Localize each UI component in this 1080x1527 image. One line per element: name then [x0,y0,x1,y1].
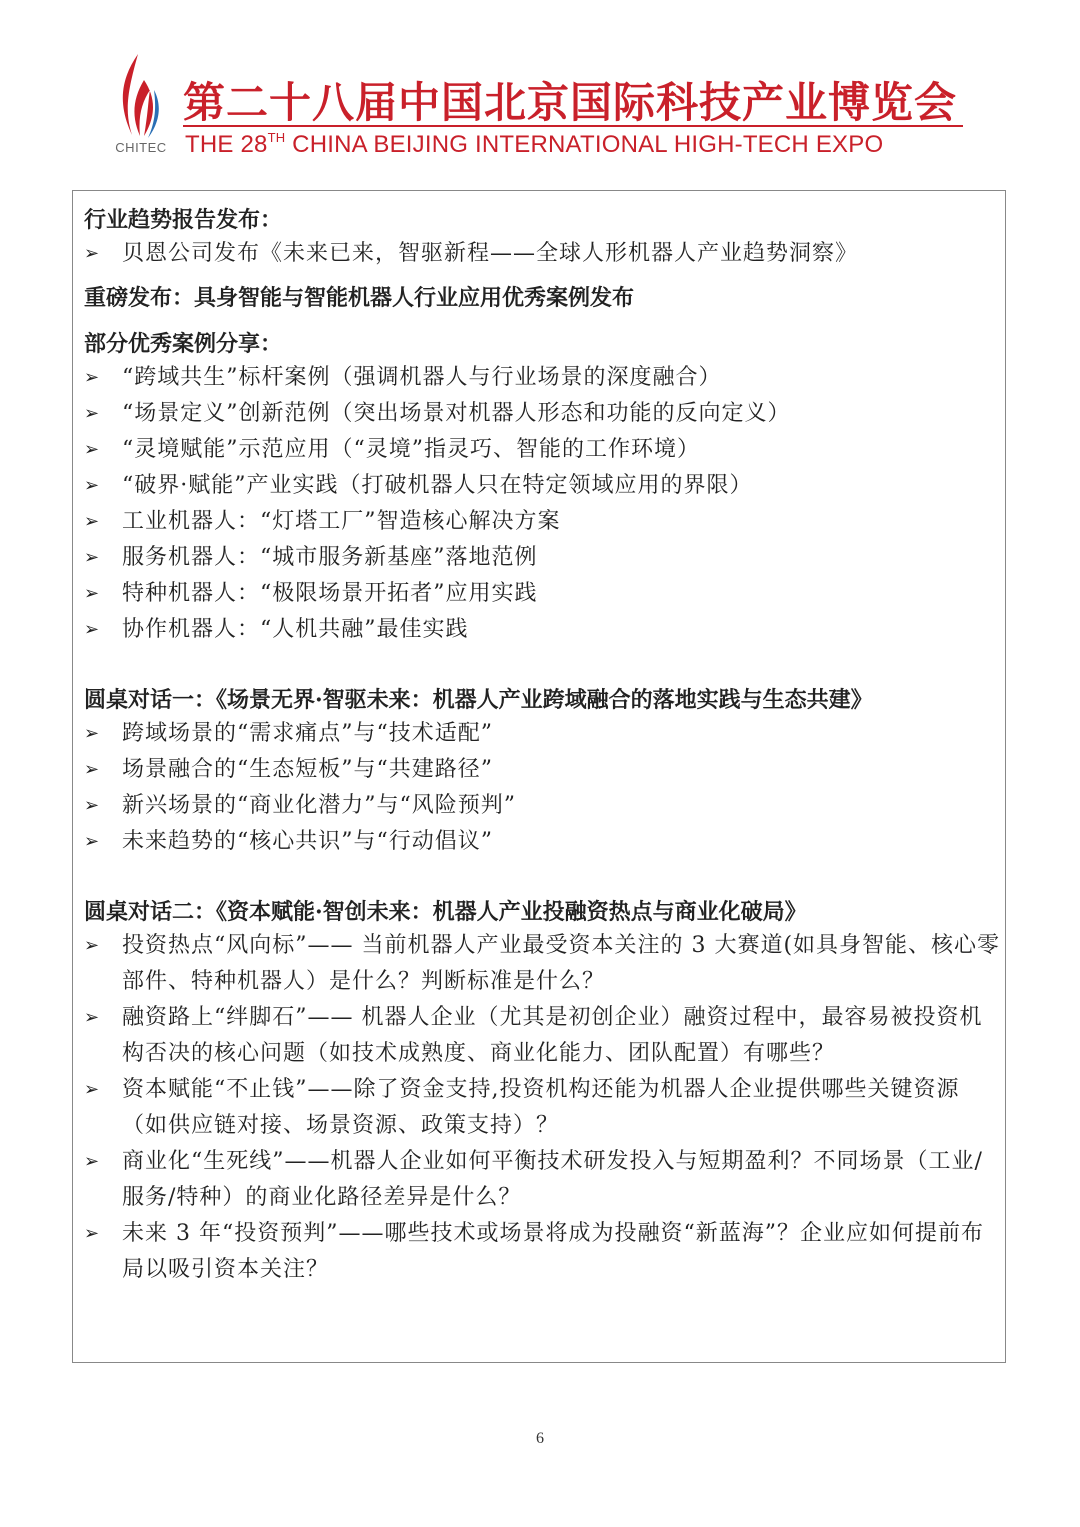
list-item: ➢ 新兴场景的“商业化潜力”与“风险预判” [84,788,1004,824]
list-item: ➢ “跨域共生”标杆案例（强调机器人与行业场景的深度融合） [84,360,1004,396]
arrow-bullet-icon: ➢ [84,1007,101,1028]
header-rule [183,125,963,127]
list-item: ➢ 商业化“生死线”——机器人企业如何平衡技术研发投入与短期盈利？不同场景（工业/服务/特种）的商业化路径差异是什么？ [84,1144,1004,1216]
logo-text: CHITEC [115,140,167,155]
title-en-part-a: THE 28 [185,131,268,158]
arrow-bullet-icon: ➢ [84,1223,101,1244]
roundtable1-heading: 圆桌对话一：《场景无界·智驱未来：机器人产业跨域融合的落地实践与生态共建》 [84,687,873,713]
title-en-superscript: TH [267,130,286,145]
arrow-bullet-icon: ➢ [84,403,101,424]
list-item: ➢ 未来 3 年“投资预判”——哪些技术或场景将成为投融资“新蓝海”？企业应如何提前布局以吸引资本关注？ [84,1216,1004,1288]
list-item: ➢ 融资路上“绊脚石”—— 机器人企业（尤其是初创企业）融资过程中，最容易被投资机构否决的核心问题（如技术成熟度、商业化能力、团队配置）有哪些？ [84,1000,1004,1072]
page-header [0,0,1080,170]
cases-heading: 部分优秀案例分享： [84,331,283,357]
list-item: ➢ 资本赋能“不止钱”——除了资金支持,投资机构还能为机器人企业提供哪些关键资源（如供应链对接、场景资源、政策支持）？ [84,1072,1004,1144]
list-item: ➢ “灵境赋能”示范应用（“灵境”指灵巧、智能的工作环境） [84,432,1004,468]
release-heading: 重磅发布：具身智能与智能机器人行业应用优秀案例发布 [84,285,635,311]
arrow-bullet-icon: ➢ [84,439,101,460]
arrow-bullet-icon: ➢ [84,583,101,604]
arrow-bullet-icon: ➢ [84,547,101,568]
agenda-content [84,204,1004,1288]
list-item: ➢ “场景定义”创新范例（突出场景对机器人形态和功能的反向定义） [84,396,1004,432]
arrow-bullet-icon: ➢ [84,367,101,388]
list-item: ➢ 工业机器人：“灯塔工厂”智造核心解决方案 [84,504,1004,540]
arrow-bullet-icon: ➢ [84,795,101,816]
list-item: ➢ 投资热点“风向标”—— 当前机器人产业最受资本关注的 3 大赛道(如具身智能、核心零部件、特种机器人）是什么？判断标准是什么？ [84,928,1004,1000]
arrow-bullet-icon: ➢ [84,1151,101,1172]
arrow-bullet-icon: ➢ [84,831,101,852]
title-en-part-b: CHINA BEIJING INTERNATIONAL HIGH-TECH EXPO [285,131,884,158]
page-number: 6 [536,1430,544,1447]
roundtable2-heading: 圆桌对话二：《资本赋能·智创未来：机器人产业投融资热点与商业化破局》 [84,899,807,925]
list-item: ➢ 服务机器人：“城市服务新基座”落地范例 [84,540,1004,576]
list-item: ➢ 未来趋势的“核心共识”与“行动倡议” [84,824,1004,860]
expo-title-en [185,130,883,159]
list-item: ➢ 场景融合的“生态短板”与“共建路径” [84,752,1004,788]
arrow-bullet-icon: ➢ [84,243,101,264]
expo-title-cn: 第二十八届中国北京国际科技产业博览会 [183,78,958,127]
report-heading: 行业趋势报告发布： [84,207,283,233]
arrow-bullet-icon: ➢ [84,475,101,496]
arrow-bullet-icon: ➢ [84,511,101,532]
list-item: ➢ 特种机器人：“极限场景开拓者”应用实践 [84,576,1004,612]
arrow-bullet-icon: ➢ [84,723,101,744]
list-item: ➢ 协作机器人：“人机共融”最佳实践 [84,612,1004,648]
arrow-bullet-icon: ➢ [84,1079,101,1100]
list-item: ➢ 跨域场景的“需求痛点”与“技术适配” [84,716,1004,752]
list-item: ➢ “破界·赋能”产业实践（打破机器人只在特定领域应用的界限） [84,468,1004,504]
arrow-bullet-icon: ➢ [84,935,101,956]
list-item: ➢ 贝恩公司发布《未来已来，智驱新程——全球人形机器人产业趋势洞察》 [84,236,1004,272]
arrow-bullet-icon: ➢ [84,759,101,780]
arrow-bullet-icon: ➢ [84,619,101,640]
